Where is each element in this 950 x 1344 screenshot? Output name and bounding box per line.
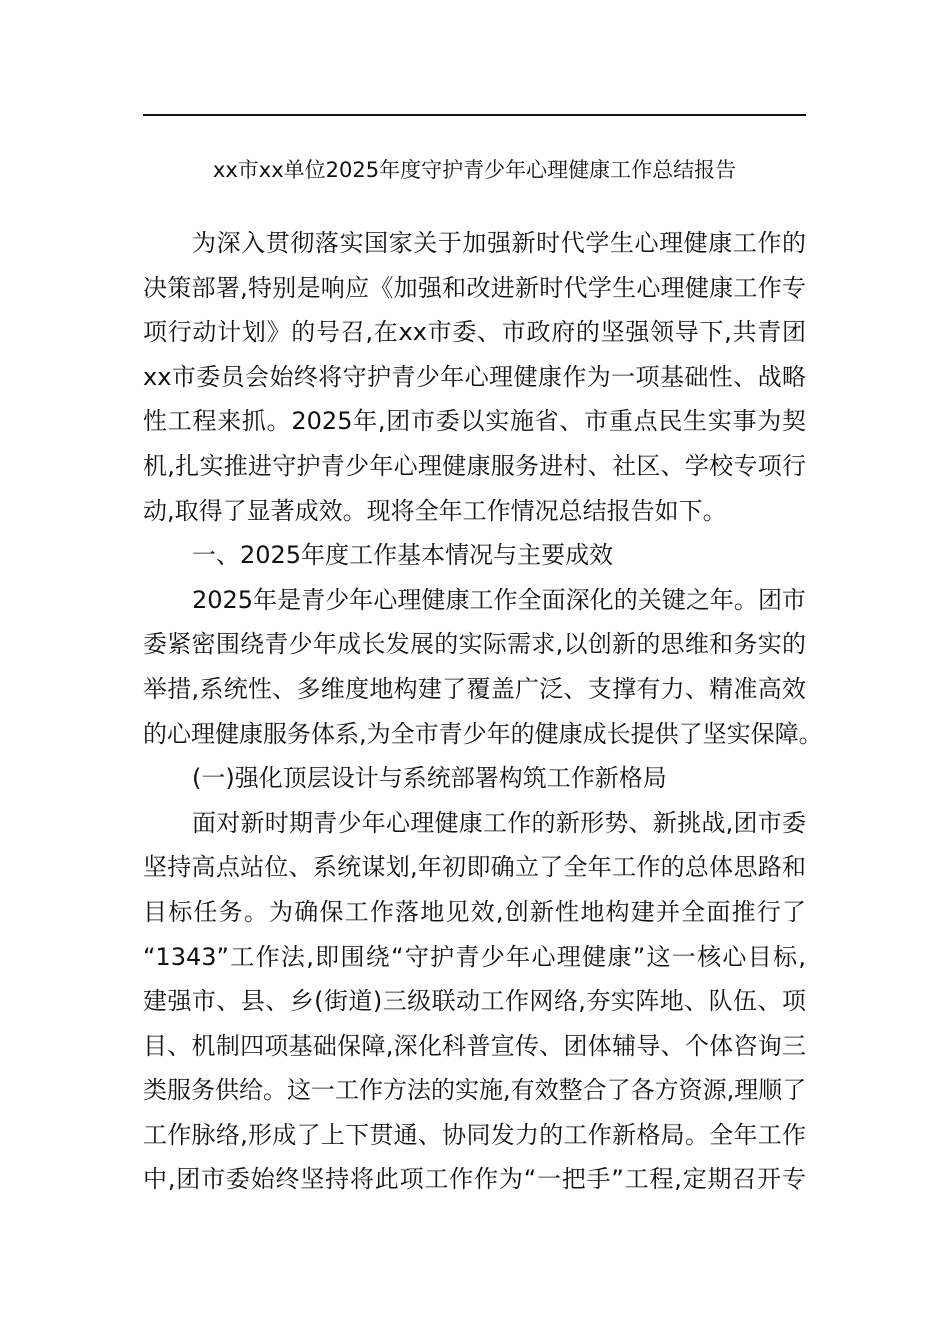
document-body bbox=[143, 221, 823, 1202]
text-line: “1343”工作法,即围绕“守护青少年心理健康”这一核心目标, bbox=[143, 942, 806, 971]
text-line: 机,扎实推进守护青少年心理健康服务进村、社区、学校专项行 bbox=[143, 451, 806, 480]
text-line: 坚持高点站位、系统谋划,年初即确立了全年工作的总体思路和 bbox=[143, 853, 806, 882]
text-line: (一)强化顶层设计与系统部署构筑工作新格局 bbox=[192, 764, 667, 793]
text-line: 工作脉络,形成了上下贯通、协同发力的工作新格局。全年工作 bbox=[143, 1120, 806, 1149]
text-line: 决策部署,特别是响应《加强和改进新时代学生心理健康工作专 bbox=[143, 273, 806, 302]
text-line: 中,团市委始终坚持将此项工作作为“一把手”工程,定期召开专 bbox=[143, 1165, 806, 1194]
text-line: 为深入贯彻落实国家关于加强新时代学生心理健康工作的 bbox=[192, 229, 806, 257]
text-line: 面对新时期青少年心理健康工作的新形势、新挑战,团市委 bbox=[192, 808, 806, 837]
text-line: 性工程来抓。2025年,团市委以实施省、市重点民生实事为契 bbox=[143, 407, 806, 436]
header-rule bbox=[143, 114, 806, 116]
text-line: 目、机制四项基础保障,深化科普宣传、团体辅导、个体咨询三 bbox=[143, 1031, 806, 1060]
text-line: 的心理健康服务体系,为全市青少年的健康成长提供了坚实保障。 bbox=[143, 719, 823, 748]
text-line: 项行动计划》的号召,在xx市委、市政府的坚强领导下,共青团 bbox=[143, 318, 806, 347]
text-line: 动,取得了显著成效。现将全年工作情况总结报告如下。 bbox=[143, 496, 727, 525]
text-line: 委紧密围绕青少年成长发展的实际需求,以创新的思维和务实的 bbox=[143, 630, 806, 659]
document-title: xx市xx单位2025年度守护青少年心理健康工作总结报告 bbox=[212, 158, 737, 182]
text-line: 举措,系统性、多维度地构建了覆盖广泛、支撑有力、精准高效 bbox=[143, 674, 806, 703]
text-line: 2025年是青少年心理健康工作全面深化的关键之年。团市 bbox=[192, 585, 806, 614]
text-line: 建强市、县、乡(街道)三级联动工作网络,夯实阵地、队伍、项 bbox=[143, 987, 806, 1016]
text-line: xx市委员会始终将守护青少年心理健康作为一项基础性、战略 bbox=[143, 362, 806, 391]
text-line: 类服务供给。这一工作方法的实施,有效整合了各方资源,理顺了 bbox=[143, 1076, 807, 1105]
text-line: 目标任务。为确保工作落地见效,创新性地构建并全面推行了 bbox=[143, 897, 806, 926]
text-line: 一、2025年度工作基本情况与主要成效 bbox=[192, 541, 614, 570]
